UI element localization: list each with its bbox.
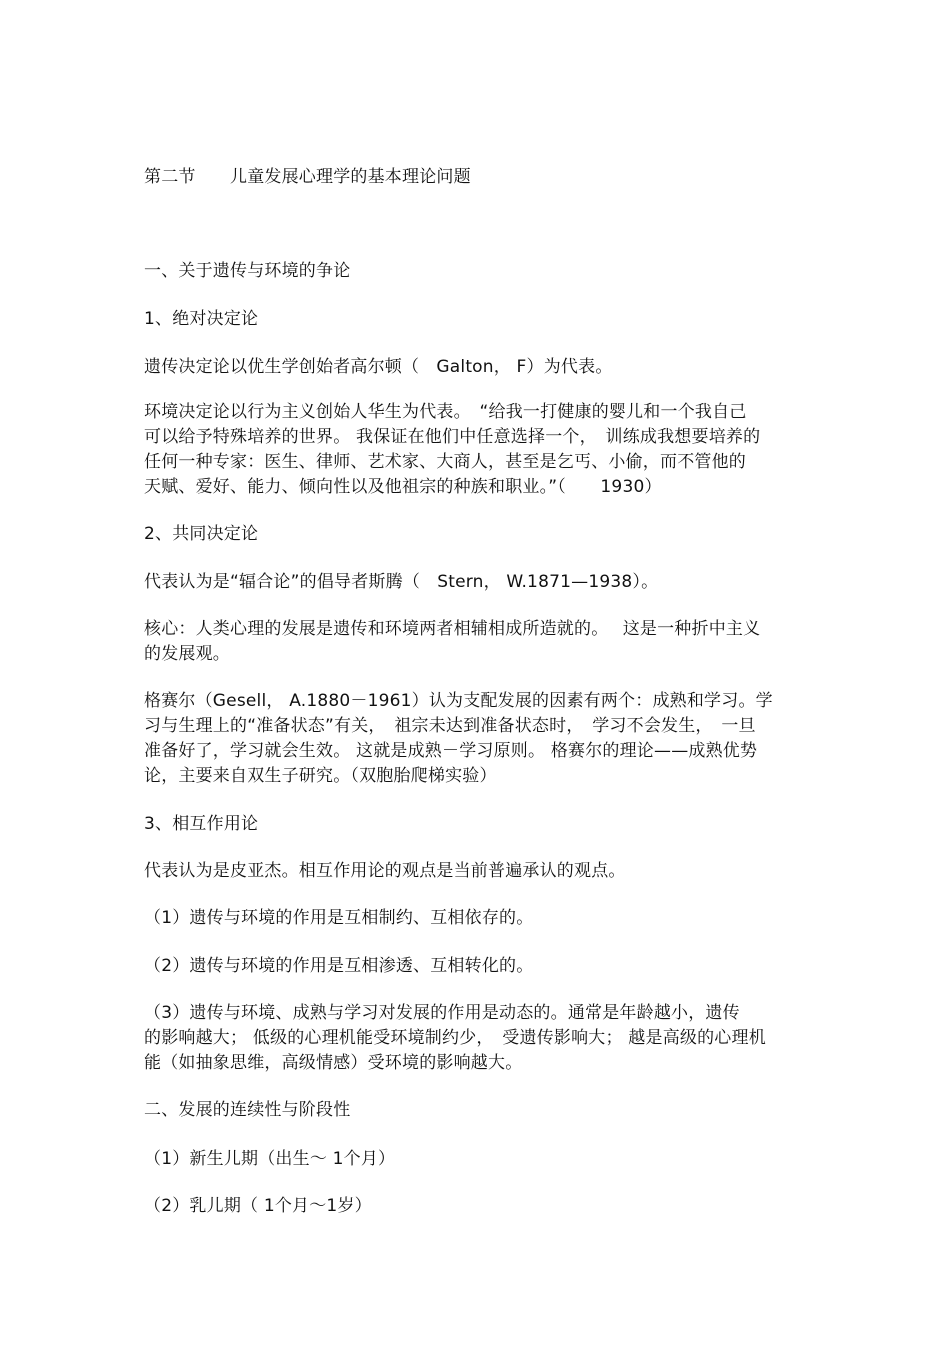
paragraph-gesell-line: 格赛尔（Gesell， A.1880－1961）认为支配发展的因素有两个：成熟和学习。学 — [144, 691, 773, 711]
paragraph-gesell-line: 论，主要来自双生子研究。（双胞胎爬梯实验） — [144, 766, 497, 786]
subheading-interaction: 3、相互作用论 — [144, 814, 259, 834]
paragraph-convergence: 代表认为是“辐合论”的倡导者斯腾（ Stern， W.1871—1938）。 — [144, 572, 659, 592]
paragraph-core-line: 核心：人类心理的发展是遗传和环境两者相辅相成所造就的。 这是一种折中主义 — [144, 619, 761, 639]
paragraph-genetic-determinism: 遗传决定论以优生学创始者高尔顿（ Galton， F）为代表。 — [144, 357, 613, 377]
subheading-absolute-determinism: 1、绝对决定论 — [144, 309, 259, 329]
list-item: （1）遗传与环境的作用是互相制约、互相依存的。 — [144, 908, 534, 928]
paragraph-gesell-line: 习与生理上的“准备状态”有关， 祖宗未达到准备状态时， 学习不会发生， 一旦 — [144, 716, 756, 736]
list-item-line: （3）遗传与环境、成熟与学习对发展的作用是动态的。通常是年龄越小，遗传 — [144, 1003, 740, 1023]
section-title: 第二节 儿童发展心理学的基本理论问题 — [144, 167, 471, 187]
paragraph-environment-line: 任何一种专家：医生、律师、艺术家、大商人，甚至是乞丐、小偷，而不管他的 — [144, 452, 746, 472]
paragraph-environment-line: 可以给予特殊培养的世界。 我保证在他们中任意选择一个， 训练成我想要培养的 — [144, 427, 761, 447]
paragraph-environment-line: 天赋、爱好、能力、倾向性以及他祖宗的种族和职业。”（ 1930） — [144, 477, 662, 497]
heading-heredity-environment: 一、关于遗传与环境的争论 — [144, 261, 351, 281]
list-item-line: 的影响越大； 低级的心理机能受环境制约少， 受遗传影响大； 越是高级的心理机 — [144, 1028, 766, 1048]
list-item: （1）新生儿期（出生～ 1个月） — [144, 1149, 396, 1169]
paragraph-environment-line: 环境决定论以行为主义创始人华生为代表。 “给我一打健康的婴儿和一个我自己 — [144, 402, 747, 422]
heading-continuity-stages: 二、发展的连续性与阶段性 — [144, 1100, 351, 1120]
paragraph-gesell-line: 准备好了，学习就会生效。 这就是成熟－学习原则。 格赛尔的理论——成熟优势 — [144, 741, 758, 761]
list-item: （2）乳儿期（ 1个月～1岁） — [144, 1196, 372, 1216]
list-item: （2）遗传与环境的作用是互相渗透、互相转化的。 — [144, 956, 534, 976]
paragraph-core-line: 的发展观。 — [144, 644, 230, 664]
paragraph-piaget: 代表认为是皮亚杰。相互作用论的观点是当前普遍承认的观点。 — [144, 861, 626, 881]
subheading-co-determinism: 2、共同决定论 — [144, 524, 259, 544]
list-item-line: 能（如抽象思维，高级情感）受环境的影响越大。 — [144, 1053, 523, 1073]
